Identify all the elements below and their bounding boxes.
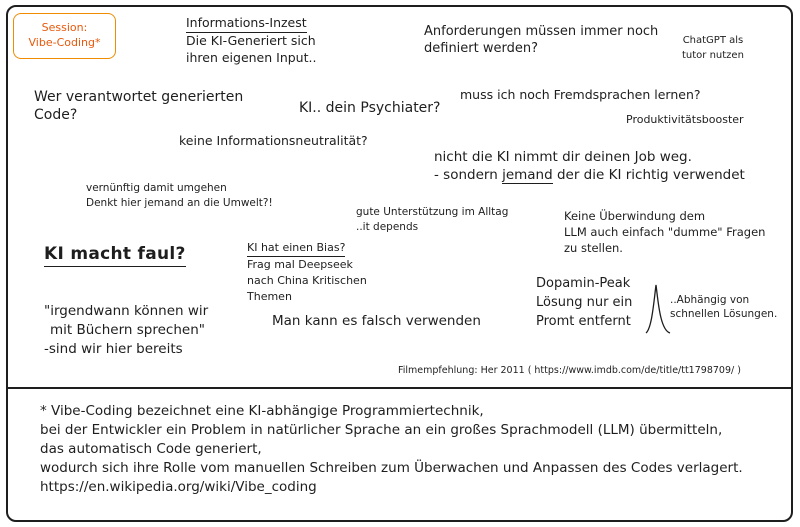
note-abhaengig-line1: ..Abhängig von xyxy=(670,294,750,306)
note-ueberwindung-line3: zu stellen. xyxy=(564,241,623,256)
note-filmempfehlung: Filmempfehlung: Her 2011 ( https://www.imdb.com/de/title/tt1798709/ ) xyxy=(398,365,741,376)
footer-line5: https://en.wikipedia.org/wiki/Vibe_coding xyxy=(40,479,317,495)
note-ueberwindung-line1: Keine Überwindung dem xyxy=(564,209,706,223)
note-umwelt-line1: vernünftig damit umgehen xyxy=(86,182,227,194)
note-informationsneutralitaet: keine Informationsneutralität? xyxy=(179,133,368,148)
footer-line3: das automatisch Code generiert, xyxy=(40,441,262,457)
note-bias-line3: Themen xyxy=(247,289,292,303)
note-job-line1: nicht die KI nimmt dir deinen Job weg. xyxy=(434,149,692,165)
note-chatgpt-line2: tutor nutzen xyxy=(682,49,744,61)
note-produktivitaetsbooster: Produktivitätsbooster xyxy=(626,113,744,126)
note-alltag-line1: gute Unterstützung im Alltag xyxy=(356,206,509,218)
note-informations-inzest-line2: ihren eigenen Input.. xyxy=(186,49,317,65)
footer-definition xyxy=(40,402,743,497)
note-ki-macht-faul: KI macht faul? xyxy=(44,243,186,267)
note-alltag-line2: ..it depends xyxy=(356,220,419,233)
note-bias-line2: nach China Kritischen xyxy=(247,273,367,287)
note-job-jemand-underlined: jemand xyxy=(502,166,553,183)
note-abhaengig xyxy=(670,293,777,321)
note-abhaengig-line2: schnellen Lösungen. xyxy=(670,308,778,321)
footer-line4: wodurch sich ihre Rolle vom manuellen Schreiben zum Überwachen und Anpassen des Codes verlagert. xyxy=(40,460,743,476)
note-chatgpt-line1: ChatGPT als xyxy=(682,35,744,46)
note-informations-inzest-title: Informations-Inzest xyxy=(186,15,307,33)
note-psychiater: KI.. dein Psychiater? xyxy=(299,100,441,116)
note-informations-inzest-line1: Die KI-Generiert sich xyxy=(186,33,316,49)
note-bias-line1: Frag mal Deepseek xyxy=(247,257,353,271)
note-job-line2-part1: - sondern xyxy=(434,166,503,183)
note-fremdsprachen: muss ich noch Fremdsprachen lernen? xyxy=(460,87,701,102)
note-job-line2-part3: der die KI richtig verwendet xyxy=(552,166,745,183)
note-buechern-line2: mit Büchern sprechen" xyxy=(50,321,205,338)
note-anforderungen-line2: definiert werden? xyxy=(424,40,538,56)
note-verantwortet-line2: Code? xyxy=(34,107,78,124)
footer-line2: bei der Entwickler ein Problem in natürlicher Sprache an ein großes Sprachmodell (LLM) übermitteln, xyxy=(40,422,723,438)
note-buechern-line3: -sind wir hier bereits xyxy=(44,340,183,357)
note-buechern xyxy=(44,302,208,359)
note-buechern-line1: "irgendwann können wir xyxy=(44,303,209,319)
note-dopamin-line2: Lösung nur ein xyxy=(536,294,633,310)
note-falsch-verwenden: Man kann es falsch verwenden xyxy=(272,313,481,329)
session-label-line1: Session: xyxy=(41,21,88,34)
footer-line1: * Vibe-Coding bezeichnet eine KI-abhängige Programmiertechnik, xyxy=(40,403,484,419)
note-umwelt-line2: Denkt hier jemand an die Umwelt?! xyxy=(86,197,273,210)
session-label-line2: Vibe-Coding* xyxy=(28,35,101,49)
note-bias-title: KI hat einen Bias? xyxy=(247,240,345,257)
note-verantwortet-line1: Wer verantwortet generierten xyxy=(34,89,244,105)
note-dopamin-line3: Promt entfernt xyxy=(536,313,631,329)
note-anforderungen-line1: Anforderungen müssen immer noch xyxy=(424,24,659,39)
note-dopamin-line1: Dopamin-Peak xyxy=(536,276,631,291)
note-ueberwindung-line2: LLM auch einfach "dumme" Fragen xyxy=(564,225,766,240)
